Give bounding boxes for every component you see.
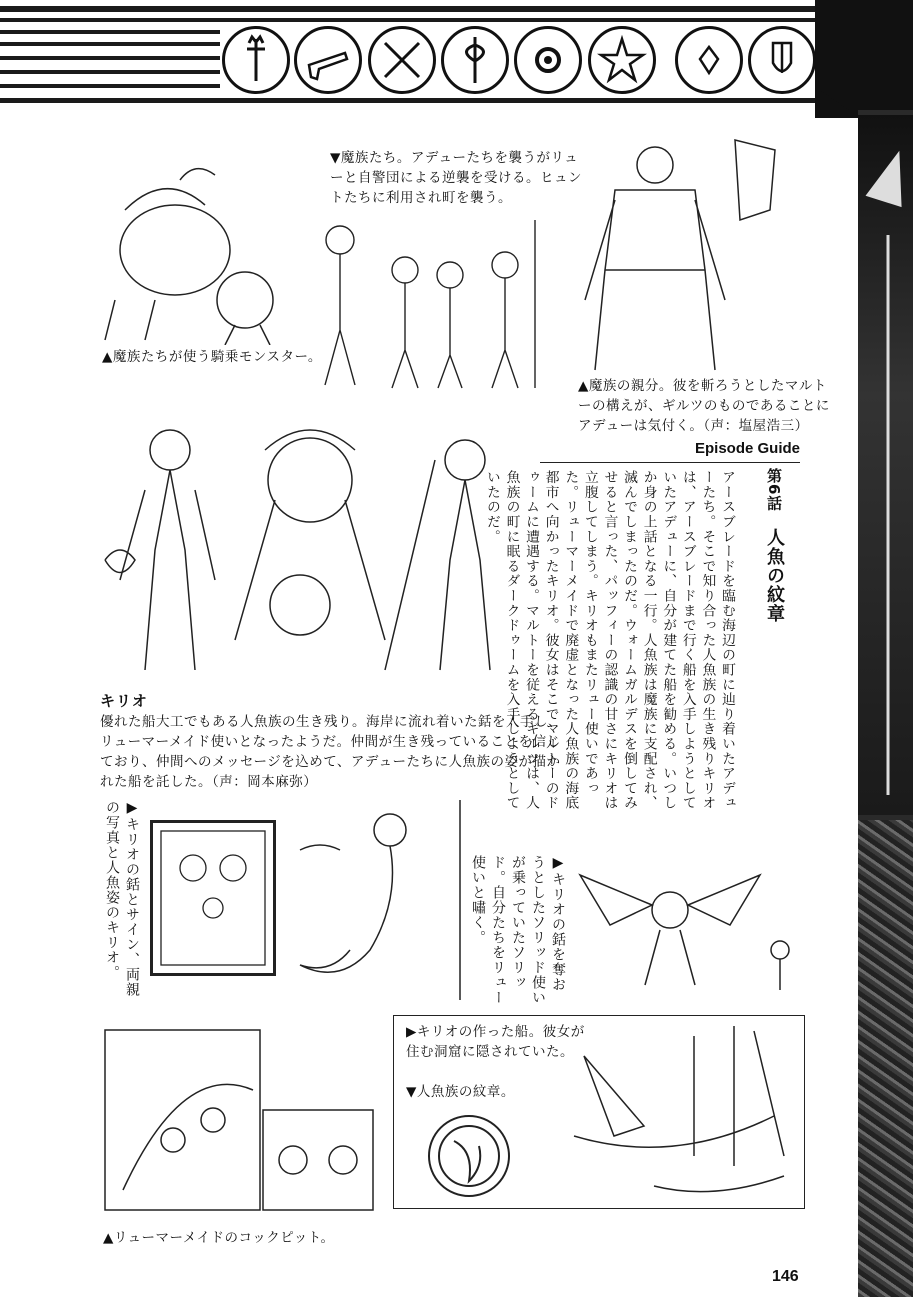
ship-caption-line2: 住む洞窟に隠されていた。: [406, 1044, 574, 1060]
demons-group-sketch: [310, 210, 545, 390]
episode-title: 人魚の紋章: [764, 528, 785, 623]
solid-mecha-sketch: [570, 855, 805, 995]
monsters-caption: ▲魔族たちが使う騎乗モンスター。: [102, 349, 322, 365]
boss-caption-line2: ーの構えが、ギルツのものであることに: [578, 398, 830, 414]
kirio-photo-caption: ▶キリオの銛とサイン、両親の写真と人魚姿のキリオ。: [104, 800, 140, 997]
character-name: キリオ: [100, 692, 148, 710]
episode-title-block: [740, 468, 800, 838]
character-desc-line1: 優れた船大工でもある人魚族の生き残り。海岸に流れ着いた銛を入手し、: [100, 714, 562, 730]
mermaid-crest-icon: [414, 1111, 524, 1201]
episode-number: 第6話: [765, 468, 783, 512]
solid-caption: ▶キリオの銛を奪おうとしたソリッド使いが乗っていたソリッド。自分たちをリュー使いと嘯く。: [470, 855, 566, 1005]
demons-caption-line3: トたちに利用され町を襲う。: [330, 190, 512, 206]
demon-boss-sketch: [575, 120, 780, 375]
crossed-swords-emblem: [368, 26, 436, 94]
demons-caption-line1: ▼魔族たち。アデューたちを襲うがリュ: [330, 150, 579, 166]
cockpit-sketch: [103, 1020, 378, 1215]
gun-emblem: [294, 26, 362, 94]
axe-emblem: [441, 26, 509, 94]
boss-caption-line3: アデューは気付く。（声：塩屋浩三）: [578, 418, 809, 434]
kirio-ship-sketch: [554, 1016, 799, 1206]
star-emblem: [588, 26, 656, 94]
ship-caption-line1: ▶キリオの作った船。彼女が: [406, 1024, 585, 1040]
episode-guide-header: [540, 440, 800, 463]
demons-caption-line2: ーと自警団による逆襲を受ける。ヒュン: [330, 170, 582, 186]
boss-caption-line1: ▲魔族の親分。彼を斬ろうとしたマルト: [578, 378, 827, 394]
emblem-caption: ▼人魚族の紋章。: [406, 1084, 515, 1100]
kirio-character-sketch: [85, 410, 535, 685]
cockpit-caption: ▲リューマーメイドのコックピット。: [103, 1230, 335, 1246]
character-desc-line3: ており、仲間へのメッセージを込めて、アデューたちに人魚族の姿が描か: [100, 754, 561, 770]
mermaid-kirio-sketch: [280, 800, 480, 1000]
character-desc-line4: れた船を託した。（声：岡本麻弥）: [100, 774, 318, 790]
parents-photo-frame: [150, 820, 276, 976]
ship-and-emblem-box: [393, 1015, 805, 1209]
ring-emblem: [514, 26, 582, 94]
wing-emblem: [748, 26, 816, 94]
episode-body: アースブレードを臨む海辺の町に辿り着いたアデューたち。そこで知り合った人魚族の生き残りキリオは、アースブレードまで行く船を入手しようとしていたアデューに、自分が建てた船を勧める。いつしか身の上話となる一行。人魚族は魔族に支配され、滅んでしまったのだ。ウォームガルデスを倒してみせると言った、パッフィーの認識の甘さにキリオは立腹してしまう。キリオもまたリュー使いであった。リューマーメイドで廃虚となった人魚族の海底都市へ向かったキリオ。彼女はそこでマルトーのドゥームに遭遇する。マルトーを従えるギルツは、人魚族の町に眠るダークドゥームを入手しようとしていたのだ。: [483, 470, 735, 811]
mount-monster-sketch: [85, 150, 305, 345]
episode-guide-label: Episode Guide: [694, 440, 800, 457]
character-desc-line2: リューマーメイド使いとなったようだ。仲間が生き残っていることを信じ: [100, 734, 561, 750]
right-margin-map-art: [858, 820, 913, 1297]
crown-sword-emblem: [222, 26, 290, 94]
right-margin-sword-art: [858, 115, 913, 815]
page-number: 146: [772, 1268, 799, 1285]
shield-emblem: [675, 26, 743, 94]
